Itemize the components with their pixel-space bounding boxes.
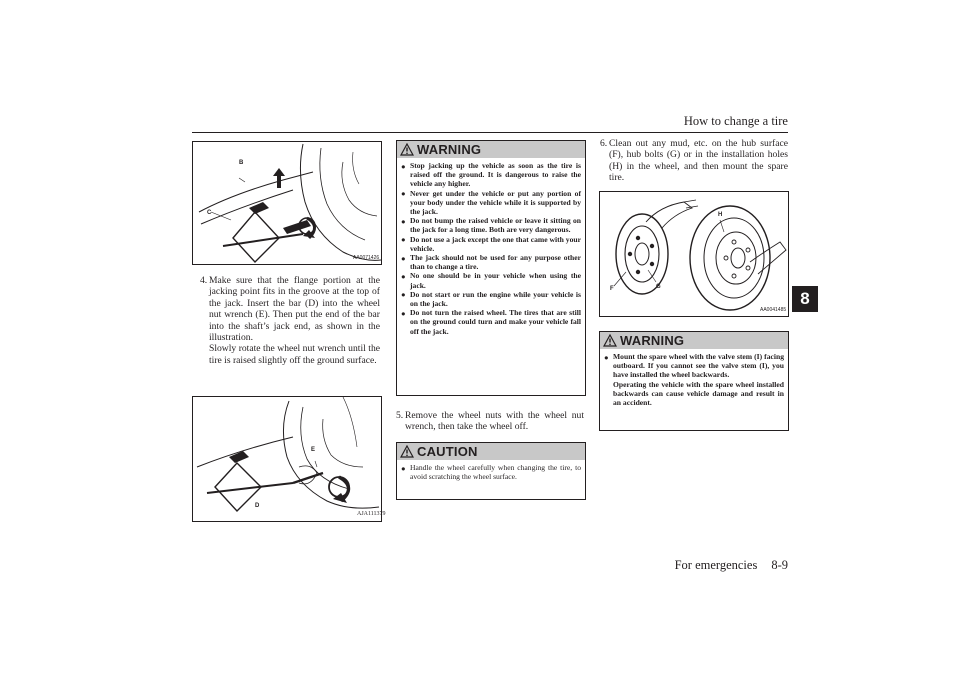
warning-label: WARNING — [620, 333, 685, 348]
bullet-icon: ● — [401, 290, 406, 300]
warning-item-text: Mount the spare wheel with the valve stem (I) facing outboard. If you cannot see the valve stem (I), you have installed the wheel backwards. — [613, 352, 784, 380]
warning-triangle-icon — [400, 143, 414, 156]
step-5 — [396, 410, 584, 433]
callout-e: E — [311, 447, 316, 453]
bullet-icon: ● — [604, 352, 609, 362]
warning-item-text: The jack should not be used for any purpose other than to change a tire. — [410, 253, 581, 272]
warning-box-spare — [599, 331, 789, 431]
warning-item-text: Never get under the vehicle or put any portion of your body under the vehicle while it is supported by the jack. — [410, 188, 581, 217]
step-text: Clean out any mud, etc. on the hub surface (F), hub bolts (G) or in the installation holes (H) in the wheel, and then mount the spare tire. — [609, 138, 788, 184]
figure-code: AA0071426 — [353, 255, 380, 261]
callout-g: G — [656, 284, 661, 290]
page-number: 8-9 — [771, 558, 788, 572]
figure-code: AA0041485 — [760, 307, 787, 313]
warning-body — [397, 158, 585, 339]
footer-section-name: For emergencies — [674, 558, 758, 572]
warning-label: WARNING — [417, 142, 482, 157]
warning-box — [396, 140, 586, 396]
caution-item-text: Handle the wheel carefully when changing the tire, to avoid scratching the wheel surface. — [410, 463, 581, 482]
callout-f: F — [610, 286, 614, 292]
warning-item-text: Stop jacking up the vehicle as soon as the tire is raised off the ground. It is dangerous to raise the vehicle any higher. — [410, 161, 581, 189]
warning-item — [401, 189, 581, 217]
bullet-icon: ● — [401, 271, 406, 281]
warning-header — [397, 141, 585, 158]
bullet-icon: ● — [401, 463, 406, 473]
warning-body — [600, 349, 788, 410]
warning-item — [401, 290, 581, 308]
warning-item-text: Do not use a jack except the one that came with your vehicle. — [410, 234, 581, 253]
step-text-continued: Slowly rotate the wheel nut wrench until the tire is raised slightly off the ground surface. — [209, 343, 380, 366]
hub-wheel-illustration — [600, 192, 788, 316]
warning-item — [401, 216, 581, 234]
caution-body — [397, 460, 585, 484]
warning-triangle-icon — [603, 334, 617, 347]
bullet-icon: ● — [401, 216, 406, 226]
warning-item — [401, 271, 581, 289]
step-number: 5. — [396, 410, 404, 421]
warning-item-text: Do not start or run the engine while your vehicle is on the jack. — [410, 289, 581, 309]
figure-wrench-rotation — [192, 396, 386, 522]
bullet-icon: ● — [401, 253, 406, 263]
warning-item-text: Operating the vehicle with the spare wheel installed backwards can cause vehicle damage and result in an accident. — [613, 379, 784, 408]
callout-h: H — [718, 212, 723, 218]
warning-item — [401, 235, 581, 253]
warning-item — [401, 161, 581, 189]
caution-box — [396, 442, 586, 500]
caution-label: CAUTION — [417, 444, 478, 459]
header-rule — [192, 132, 788, 133]
warning-header — [600, 332, 788, 349]
warning-item — [401, 253, 581, 271]
step-text: Remove the wheel nuts with the wheel nut wrench, then take the wheel off. — [405, 410, 584, 433]
bullet-icon: ● — [401, 189, 406, 199]
warning-item-text: Do not bump the raised vehicle or leave it sitting on the jack for a long time. Both are very dangerous. — [410, 216, 581, 235]
page-footer — [640, 558, 788, 573]
bullet-icon: ● — [401, 235, 406, 245]
jack-position-illustration — [193, 142, 381, 264]
warning-item-text: Do not turn the raised wheel. The tires that are still on the ground could turn and make your vehicle fall off the jack. — [410, 308, 581, 336]
warning-item — [401, 308, 581, 336]
step-number: 6. — [600, 138, 608, 149]
step-4 — [200, 275, 380, 366]
warning-item — [604, 352, 784, 380]
chapter-tab: 8 — [792, 286, 818, 312]
wrench-rotation-illustration — [193, 397, 381, 521]
step-6 — [600, 138, 788, 184]
figure-jack-position — [192, 141, 382, 265]
bullet-icon: ● — [401, 161, 406, 171]
figure-hub-and-wheel — [599, 191, 789, 317]
step-text: Make sure that the flange portion at the jacking point fits in the groove at the top of the jack. Insert the bar (D) into the wheel nut wrench (E). Then put the end of the bar into the shaft’s jack end, as shown in the illustration. — [209, 275, 380, 344]
step-number: 4. — [200, 275, 208, 286]
callout-b: B — [239, 160, 244, 166]
callout-d: D — [255, 503, 260, 509]
warning-item-text: No one should be in your vehicle when using the jack. — [410, 271, 581, 290]
warning-item-continued — [604, 380, 784, 408]
page-header-title: How to change a tire — [683, 114, 788, 128]
figure-code: AJA111379 — [357, 511, 386, 517]
caution-item — [401, 463, 581, 481]
caution-triangle-icon — [400, 445, 414, 458]
bullet-icon: ● — [401, 308, 406, 318]
caution-header — [397, 443, 585, 460]
callout-c: C — [207, 210, 212, 216]
